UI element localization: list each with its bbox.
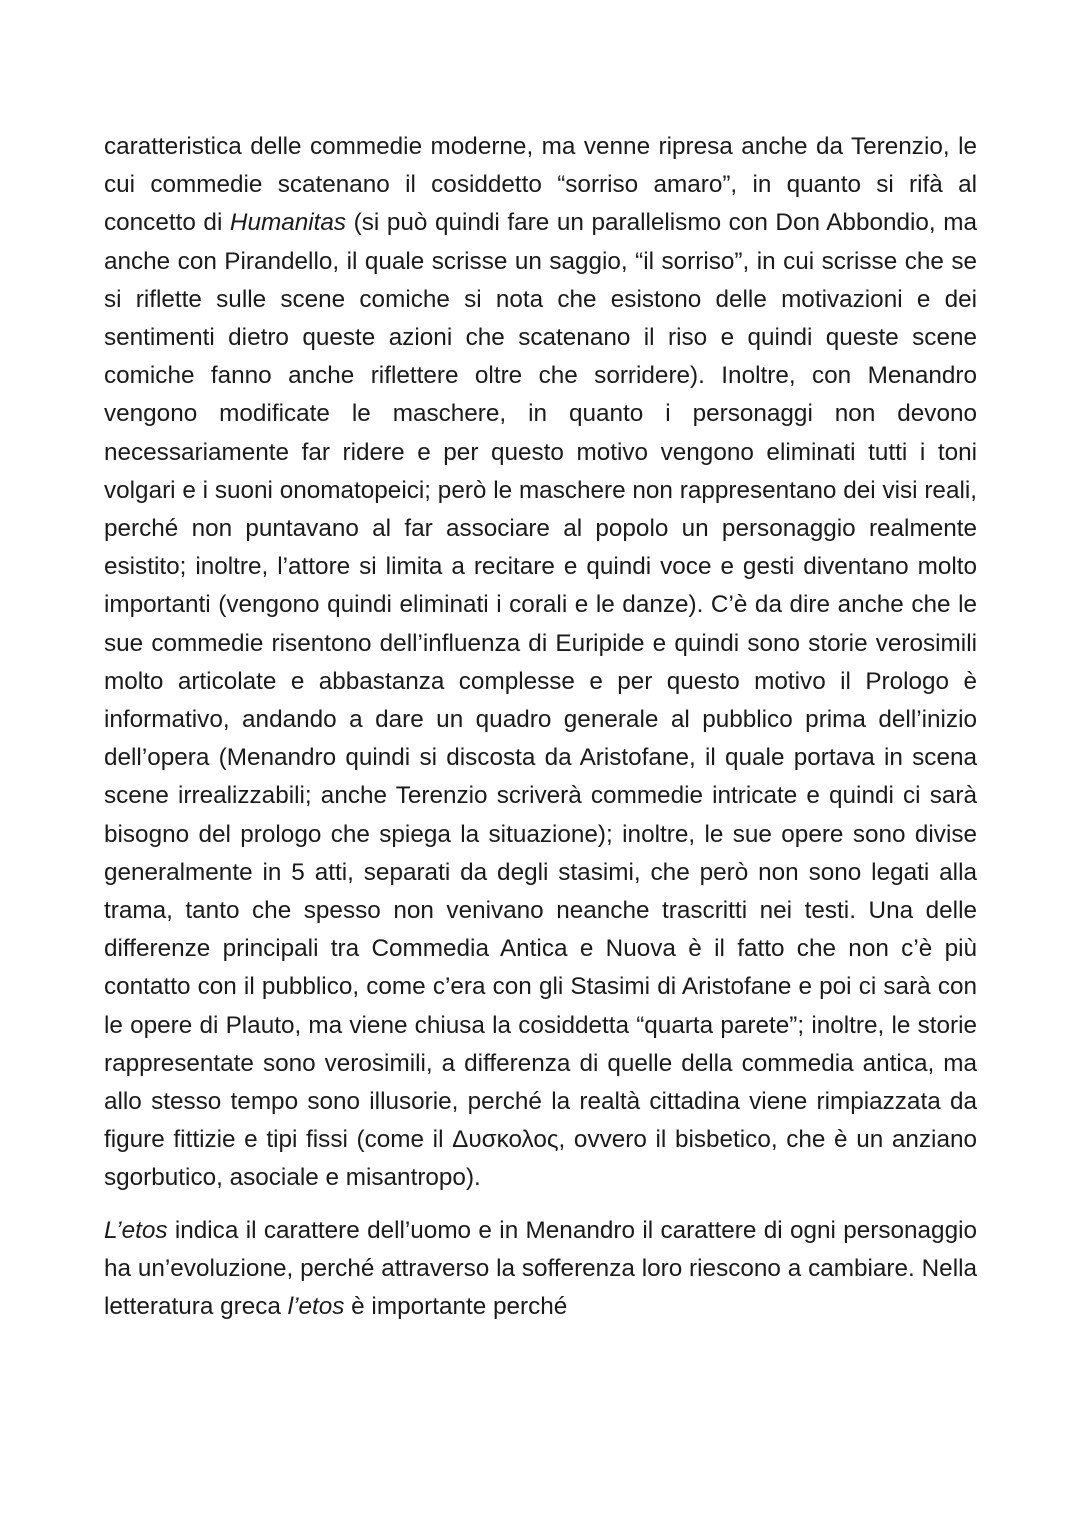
paragraph-text: caratteristica delle commedie moderne, ma venne ripresa anche da Terenzio, le cui commedie scatenano il cosiddetto “sorriso amaro”, in quanto si rifà al concetto di (104, 133, 977, 237)
paragraph-comedy (104, 128, 977, 1198)
paragraph-text: è importante perché (344, 1293, 568, 1321)
italic-term-etos: l’etos (287, 1293, 345, 1321)
document-body (104, 128, 977, 1326)
italic-term-etos: L’etos (104, 1216, 168, 1244)
paragraph-etos (104, 1212, 977, 1327)
paragraph-text: (si può quindi fare un parallelismo con Don Abbondio, ma anche con Pirandello, il quale scrisse un saggio, “il sorriso”, in cui scrisse che se si riflette sulle scene comiche si nota che esistono delle motivazioni e dei sentimenti dietro queste azioni che scatenano il riso e quindi queste scene comiche fanno anche riflettere oltre che sorridere). Inoltre, con Menandro vengono modificate le maschere, in quanto i personaggi non devono necessariamente far ridere e per questo motivo vengono eliminati tutti i toni volgari e i suoni onomatopeici; però le maschere non rappresentano dei visi reali, perché non puntavano al far associare al popolo un personaggio realmente esistito; inoltre, l’attore si limita a recitare e quindi voce e gesti diventano molto importanti (vengono quindi eliminati i corali e le danze). C’è da dire anche che le sue commedie risentono dell’influenza di Euripide e quindi sono storie verosimili molto articolate e abbastanza complesse e per questo motivo il Prologo è informativo, andando a dare un quadro generale al pubblico prima dell’inizio dell’opera (Menandro quindi si discosta da Aristofane, il quale portava in scena scene irrealizzabili; anche Terenzio scriverà commedie intricate e quindi ci sarà bisogno del prologo che spiega la situazione); inoltre, le sue opere sono divise generalmente in 5 atti, separati da degli stasimi, che però non sono legati alla trama, tanto che spesso non venivano neanche trascritti nei testi. Una delle differenze principali tra Commedia Antica e Nuova è il fatto che non c’è più contatto con il pubblico, come c’era con gli Stasimi di Aristofane e poi ci sarà con le opere di Plauto, ma viene chiusa la cosiddetta “quarta parete”; inoltre, le storie rappresentate sono verosimili, a differenza di quelle della commedia antica, ma allo stesso tempo sono illusorie, perché la realtà cittadina viene rimpiazzata da figure fittizie e tipi fissi (come il Δυσκολος, ovvero il bisbetico, che è un anziano sgorbutico, asociale e misantropo). (104, 209, 977, 1192)
paragraph-text: indica il carattere dell’uomo e in Menandro il carattere di ogni personaggio ha un’evoluzione, perché attraverso la sofferenza loro riescono a cambiare. Nella letteratura greca (104, 1216, 977, 1321)
italic-term-humanitas: Humanitas (229, 209, 347, 237)
